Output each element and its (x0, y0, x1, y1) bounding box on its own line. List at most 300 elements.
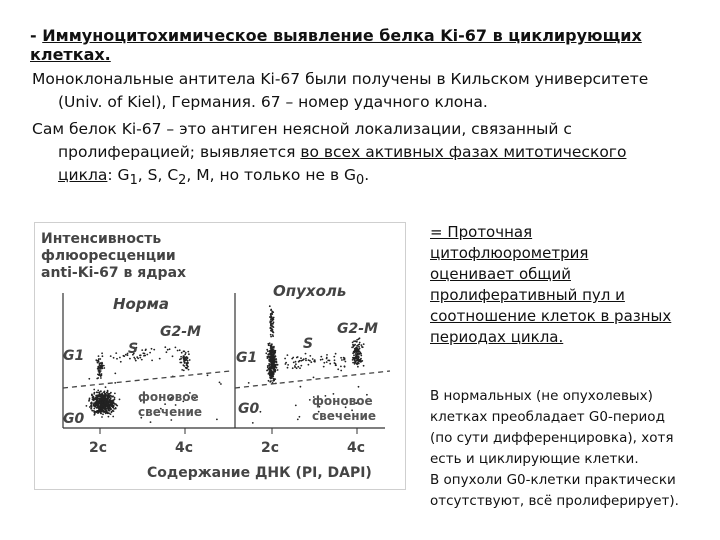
dot-s (135, 360, 137, 362)
dot-s (305, 358, 307, 360)
panel-title-norma: Норма (113, 295, 169, 313)
dot-g0 (105, 400, 107, 402)
dot-g0 (106, 408, 108, 410)
dot-g0 (97, 392, 99, 394)
dot-g0 (98, 394, 100, 396)
dot-s (329, 363, 331, 365)
dot-g0 (104, 408, 106, 410)
dot-s (326, 357, 328, 359)
dot-g1 (274, 370, 276, 372)
paragraph-antibodies (32, 68, 692, 114)
background-threshold-left (63, 371, 230, 388)
para2-line2 (32, 141, 692, 164)
dot-g0 (105, 411, 107, 413)
para2-line3 (32, 164, 692, 192)
sub-1: 1 (129, 173, 138, 189)
dot-g0 (109, 395, 111, 397)
flow-cytometry-plot (35, 223, 405, 489)
dot-g0 (108, 401, 110, 403)
dot-g0 (110, 408, 112, 410)
dot-g1 (269, 374, 271, 376)
dot-g2m (183, 370, 185, 372)
dot-s (329, 360, 331, 362)
dot-s (341, 359, 343, 361)
dot-s (320, 359, 322, 361)
dot-g0 (115, 407, 117, 409)
dot-s (295, 363, 297, 365)
dot-s (141, 349, 143, 351)
caption-line: оценивает общий (430, 265, 571, 283)
dot-g0 (115, 403, 117, 405)
dot-g0 (93, 393, 95, 395)
dot-g1 (269, 342, 271, 344)
dot-g0 (91, 406, 93, 408)
dot-g1 (268, 353, 270, 355)
para2-line3-underlined: цикла (58, 166, 108, 184)
dot-g1 (271, 364, 273, 366)
dot-g0 (93, 408, 95, 410)
para2-line3-rest: : G (107, 166, 130, 184)
dot-g2m (186, 364, 188, 366)
para2-line2-pre: пролиферацией; выявляется (58, 143, 301, 161)
dot-g1 (275, 350, 277, 352)
label-bg1-left: фоновое (138, 390, 199, 404)
para2-line3-b: , S, C (137, 166, 179, 184)
ylabel-line1: Интенсивность (41, 231, 162, 247)
dot-bg (216, 419, 218, 421)
tick-label-4c-left: 4c (175, 440, 194, 456)
dot-g0 (111, 403, 113, 405)
dot-g2m (360, 355, 362, 357)
dot-bg (150, 421, 152, 423)
dot-g1 (271, 360, 273, 362)
dot-g2m (187, 351, 189, 353)
dot-g0 (94, 405, 96, 407)
dot-bg (309, 399, 311, 401)
dot-g1 (96, 378, 98, 380)
dot-s (110, 355, 112, 357)
dot-g1 (271, 343, 273, 345)
caption-line: периодах цикла. (430, 328, 564, 346)
dot-g1 (266, 349, 268, 351)
dot-g1 (269, 381, 271, 383)
dot-g1-top (270, 336, 272, 338)
dot-s (151, 348, 153, 350)
dot-g2m (355, 353, 357, 355)
dot-s (299, 367, 301, 369)
dot-g1 (267, 365, 269, 367)
dot-g2m (359, 348, 361, 350)
dot-s (179, 349, 181, 351)
dot-s (153, 349, 155, 351)
para2-line2-underlined: во всех активных фазах митотического (300, 143, 627, 161)
dot-g0 (106, 395, 108, 397)
dot-g0 (107, 410, 109, 412)
dot-g0 (95, 395, 97, 397)
note-line: (по сути дифференцировка), хотя (430, 430, 674, 446)
dot-g1 (273, 358, 275, 360)
dot-g2m (355, 350, 357, 352)
dot-g1 (269, 356, 271, 358)
dot-g1-top (270, 334, 272, 336)
dot-bg (295, 405, 297, 407)
dot-g0 (107, 406, 109, 408)
dot-g0 (116, 405, 118, 407)
dot-g0 (102, 413, 104, 415)
caption-line: цитофлюорометрия (430, 244, 589, 262)
dot-g2m (189, 359, 191, 361)
dot-bg (114, 382, 116, 384)
panel-title-tumor: Опухоль (273, 282, 347, 300)
dot-g1 (102, 355, 104, 357)
dot-s (334, 362, 336, 364)
dot-g1 (100, 377, 102, 379)
label-g0-right: G0 (238, 401, 260, 417)
paragraph-protein (32, 118, 692, 192)
flow-cytometry-figure (34, 222, 406, 490)
dot-g1 (273, 346, 275, 348)
dot-g0 (92, 399, 94, 401)
background-threshold-right (235, 371, 390, 388)
dot-g1 (274, 352, 276, 354)
sub-2: 2 (178, 173, 187, 189)
dot-g1-top (270, 330, 272, 332)
dot-bg (105, 386, 107, 388)
dot-g2m (181, 362, 183, 364)
dot-bg (93, 410, 95, 412)
dot-g2m (357, 359, 359, 361)
dot-g0 (103, 405, 105, 407)
dot-s (137, 358, 139, 360)
dot-g1 (268, 380, 270, 382)
dot-s (129, 358, 131, 360)
dot-g1 (103, 367, 105, 369)
dot-g1 (273, 368, 275, 370)
dot-g2m (183, 359, 185, 361)
dot-s (312, 358, 314, 360)
para1-line2: (Univ. of Kiel), Германия. 67 – номер удачного клона. (58, 93, 488, 111)
dot-g0 (97, 390, 99, 392)
dot-bg (358, 386, 360, 388)
dot-g0 (98, 406, 100, 408)
tick-label-2c-right: 2c (261, 440, 280, 456)
para1-line1: Моноклональные антитела Ki-67 были получены в Кильском университете (32, 70, 649, 88)
dot-g2m (358, 353, 360, 355)
dot-g0 (111, 405, 113, 407)
dot-s (144, 353, 146, 355)
dot-g0 (119, 399, 121, 401)
ylabel-line3: anti-Ki-67 в ядрах (41, 265, 187, 281)
dot-s (305, 360, 307, 362)
dot-g1 (275, 358, 277, 360)
dot-g1-top (272, 311, 274, 313)
dot-s (151, 360, 153, 362)
para2-line1: Сам белок Ki-67 – это антиген неясной локализации, связанный с (32, 120, 572, 138)
dot-g2m (361, 344, 363, 346)
dot-s (166, 351, 168, 353)
dot-s (287, 354, 289, 356)
dot-g0 (101, 396, 103, 398)
dot-g0 (100, 412, 102, 414)
dot-s (175, 347, 177, 349)
dot-g1 (273, 365, 275, 367)
dot-g0 (109, 403, 111, 405)
dot-g0 (110, 392, 112, 394)
dot-g2m (179, 359, 181, 361)
dot-g0 (101, 416, 103, 418)
dot-g0 (86, 405, 88, 407)
dot-g2m (188, 353, 190, 355)
dot-g1-top (269, 322, 271, 324)
dot-g2m (358, 346, 360, 348)
dot-g0 (104, 403, 106, 405)
tick-label-4c-right: 4c (347, 440, 366, 456)
dot-g0 (95, 402, 97, 404)
dot-s (119, 357, 121, 359)
dot-s (326, 361, 328, 363)
dot-g1 (98, 355, 100, 357)
dot-g0 (112, 416, 114, 418)
caption-line: пролиферативный пул и (430, 286, 625, 304)
dot-g0 (104, 396, 106, 398)
label-bg2-left: свечение (138, 405, 203, 419)
dot-g2m (356, 345, 358, 347)
dot-s (320, 356, 322, 358)
dot-g2m (352, 357, 354, 359)
dot-s (295, 361, 297, 363)
dot-g1 (277, 369, 279, 371)
dot-g1 (95, 359, 97, 361)
normal-vs-tumor-note (430, 386, 700, 512)
dot-g0 (98, 411, 100, 413)
dot-g1 (268, 344, 270, 346)
dot-s (322, 359, 324, 361)
dot-s (344, 366, 346, 368)
tick-label-2c-left: 2c (89, 440, 108, 456)
dot-g1 (101, 352, 103, 354)
dot-s (113, 357, 115, 359)
dot-bg (252, 422, 254, 424)
note-line: клетках преобладает G0-период (430, 409, 665, 425)
dot-g0 (114, 393, 116, 395)
dot-g1 (273, 380, 275, 382)
dot-bg (300, 386, 302, 388)
dot-g1 (275, 364, 277, 366)
dot-bg (207, 374, 209, 376)
dot-s (333, 356, 335, 358)
dot-s (291, 358, 293, 360)
dot-g0 (99, 401, 101, 403)
dot-s (294, 366, 296, 368)
dot-g0 (93, 389, 95, 391)
dot-g0 (112, 395, 114, 397)
dot-g1 (271, 357, 273, 359)
dot-g2m (359, 342, 361, 344)
dot-g2m (356, 348, 358, 350)
dot-s (123, 355, 125, 357)
dot-s (308, 364, 310, 366)
dot-bg (170, 419, 172, 421)
dot-g0 (95, 399, 97, 401)
dot-s (164, 346, 166, 348)
dot-g2m (351, 347, 353, 349)
label-g2m-right: G2-M (337, 321, 378, 337)
dot-g1-top (272, 331, 274, 333)
dot-s (296, 367, 298, 369)
note-line: есть и циклирующие клетки. (430, 451, 639, 467)
dot-s (323, 366, 325, 368)
dot-g2m (186, 362, 188, 364)
dot-g1 (272, 352, 274, 354)
dot-g2m (188, 369, 190, 371)
dot-bg (299, 416, 301, 418)
dot-g2m (352, 359, 354, 361)
label-g1-right: G1 (236, 350, 258, 366)
dot-g0 (114, 398, 116, 400)
dot-g1 (98, 370, 100, 372)
dot-g2m (354, 340, 356, 342)
dot-s (300, 357, 302, 359)
dot-g0 (89, 398, 91, 400)
dot-g2m (186, 357, 188, 359)
dot-g0 (103, 411, 105, 413)
dot-g1 (273, 362, 275, 364)
dot-s (345, 361, 347, 363)
dot-s (313, 361, 315, 363)
dot-bg (114, 373, 116, 375)
dot-s (334, 359, 336, 361)
dot-g2m (181, 352, 183, 354)
dot-bg (248, 382, 250, 384)
dot-g0 (98, 409, 100, 411)
dot-s (297, 356, 299, 358)
dot-s (335, 364, 337, 366)
dot-s (167, 349, 169, 351)
dot-g0 (107, 391, 109, 393)
dot-g0 (108, 398, 110, 400)
label-s-left: S (128, 341, 139, 357)
dot-g0 (91, 402, 93, 404)
dot-s (300, 365, 302, 367)
dot-g2m (181, 369, 183, 371)
dot-s (139, 357, 141, 359)
dot-bg (313, 377, 315, 379)
note-line: В нормальных (не опухолевых) (430, 388, 653, 404)
dot-s (309, 360, 311, 362)
dot-g0 (108, 416, 110, 418)
dot-g1-top (272, 329, 274, 331)
dot-s (145, 349, 147, 351)
flow-cytometry-caption (430, 222, 700, 348)
dot-g0 (95, 397, 97, 399)
dot-g2m (185, 352, 187, 354)
para2-line3-d: . (364, 166, 370, 184)
dot-g0 (97, 400, 99, 402)
dot-g0 (93, 414, 95, 416)
dot-g0 (107, 397, 109, 399)
dot-s (343, 359, 345, 361)
dot-g1-top (269, 316, 271, 318)
dot-g2m (352, 344, 354, 346)
dot-bg (111, 400, 113, 402)
dot-s (340, 366, 342, 368)
dot-g2m (352, 362, 354, 364)
dot-g1 (98, 359, 100, 361)
dot-g0 (99, 403, 101, 405)
dot-g1-top (272, 334, 274, 336)
dot-s (149, 352, 151, 354)
dot-g0 (113, 405, 115, 407)
dot-g1-top (270, 327, 272, 329)
dot-g2m (180, 356, 182, 358)
dot-s (299, 360, 301, 362)
dot-g1 (271, 377, 273, 379)
dot-g2m (354, 361, 356, 363)
note-line: В опухоли G0-клетки практически (430, 472, 676, 488)
dot-g2m (356, 363, 358, 365)
dot-g0 (93, 397, 95, 399)
dot-bg (297, 419, 299, 421)
dot-g1 (272, 375, 274, 377)
dot-s (305, 353, 307, 355)
dot-s (287, 367, 289, 369)
dot-g1-top (269, 305, 271, 307)
dot-g1 (274, 366, 276, 368)
dot-s (297, 366, 299, 368)
dot-g1 (101, 363, 103, 365)
dot-g1 (269, 368, 271, 370)
label-bg1-right: фоновое (312, 394, 373, 408)
dot-g1 (277, 364, 279, 366)
para2-line3-c: , M, но только не в G (186, 166, 357, 184)
dot-g2m (183, 365, 185, 367)
dot-g0 (105, 405, 107, 407)
dot-g0 (103, 401, 105, 403)
dot-bg (260, 411, 262, 413)
dot-g0 (89, 406, 91, 408)
dot-s (293, 362, 295, 364)
dot-s (343, 357, 345, 359)
slide-title (30, 26, 720, 64)
dot-g0 (101, 411, 103, 413)
dot-g1-top (271, 325, 273, 327)
dot-s (340, 370, 342, 372)
dot-g1 (270, 352, 272, 354)
dot-g2m (357, 366, 359, 368)
caption-line: соотношение клеток в разных (430, 307, 672, 325)
dot-s (169, 348, 171, 350)
dot-g2m (361, 360, 363, 362)
dot-s (309, 355, 311, 357)
dot-g2m (184, 362, 186, 364)
dot-s (140, 354, 142, 356)
dot-s (292, 367, 294, 369)
dot-g1 (269, 364, 271, 366)
dot-g1 (99, 374, 101, 376)
dot-s (310, 361, 312, 363)
dot-g1 (99, 364, 101, 366)
dot-g0 (108, 412, 110, 414)
dot-g2m (362, 346, 364, 348)
dot-s (326, 354, 328, 356)
dot-g0 (101, 406, 103, 408)
dot-g1-top (270, 319, 272, 321)
title-prefix: - (30, 26, 43, 45)
dot-s (172, 355, 174, 357)
dot-s (285, 363, 287, 365)
dot-g2m (359, 337, 361, 339)
dot-bg (88, 378, 90, 380)
